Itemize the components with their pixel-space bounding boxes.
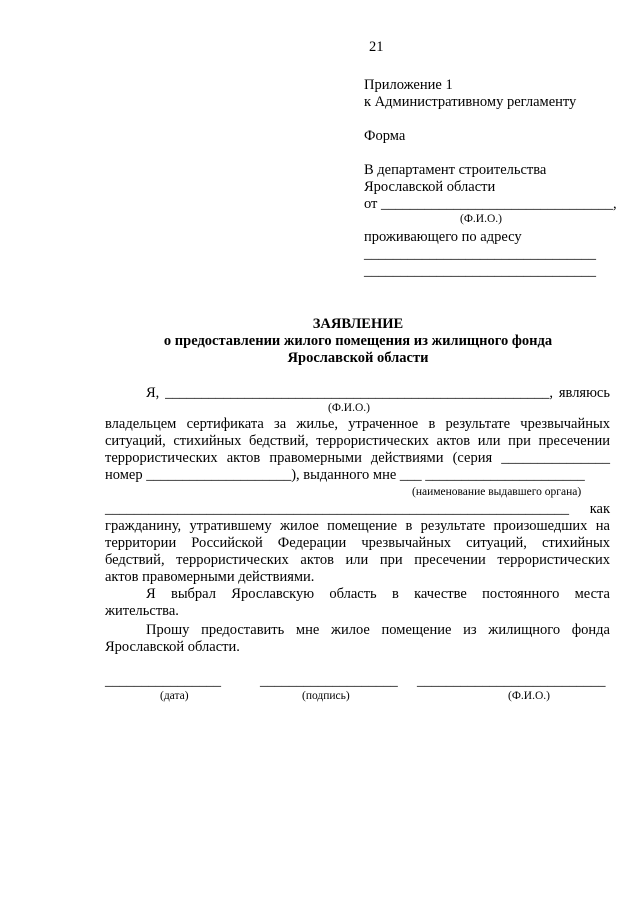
signature-field: ___________________ bbox=[260, 673, 398, 689]
document-subtitle-2: Ярославской области bbox=[287, 350, 429, 366]
applicant-fio-line: Я, _____________________________________________________, являюсь bbox=[146, 385, 610, 401]
date-caption: (дата) bbox=[160, 690, 189, 702]
recipient-line-1: В департамент строительства bbox=[364, 162, 547, 178]
appendix-label: Приложение 1 bbox=[364, 77, 453, 93]
from-fio-field: от ________________________________, bbox=[364, 196, 617, 212]
issuer-field-line: ________________________________________________________________ как bbox=[105, 501, 610, 517]
body-line-8: территории Российской Федерации чрезвычайных ситуаций, стихийных bbox=[105, 535, 610, 551]
recipient-line-2: Ярославской области bbox=[364, 179, 496, 195]
signature-caption: (подпись) bbox=[302, 690, 350, 702]
address-label: проживающего по адресу bbox=[364, 229, 522, 245]
address-field-2: ________________________________ bbox=[364, 263, 596, 279]
certificate-number-line: номер ____________________), выданного мне ___ ______________________ bbox=[105, 467, 585, 483]
body-line-12: жительства. bbox=[105, 603, 179, 619]
form-label: Форма bbox=[364, 128, 406, 144]
from-fio-caption: (Ф.И.О.) bbox=[460, 213, 502, 225]
regulation-label: к Административному регламенту bbox=[364, 94, 577, 110]
document-title: ЗАЯВЛЕНИЕ bbox=[312, 316, 404, 332]
body-line-2: владельцем сертификата за жилье, утраченное в результате чрезвычайных bbox=[105, 416, 610, 432]
body-line-10: актов правомерными действиями. bbox=[105, 569, 315, 585]
page-number: 21 bbox=[369, 39, 384, 55]
document-subtitle-1: о предоставлении жилого помещения из жилищного фонда bbox=[163, 333, 553, 349]
body-line-11: Я выбрал Ярославскую область в качестве постоянного места bbox=[146, 586, 610, 602]
address-field-1: ________________________________ bbox=[364, 246, 596, 262]
body-line-3: ситуаций, стихийных бедствий, террористических актов или при пресечении bbox=[105, 433, 610, 449]
body-line-7: гражданину, утратившему жилое помещение в результате произошедших на bbox=[105, 518, 610, 534]
body-line-4: террористических актов правомерными действиями (серия _______________ bbox=[105, 450, 610, 466]
applicant-fio-caption: (Ф.И.О.) bbox=[328, 402, 370, 414]
body-line-9: бедствий, террористических актов или при пресечении террористических bbox=[105, 552, 610, 568]
signature-fio-caption: (Ф.И.О.) bbox=[508, 690, 550, 702]
signature-fio-field: __________________________ bbox=[417, 673, 606, 689]
body-line-14: Ярославской области. bbox=[105, 639, 240, 655]
date-field: ________________ bbox=[105, 673, 221, 689]
body-line-13: Прошу предоставить мне жилое помещение из жилищного фонда bbox=[146, 622, 610, 638]
issuer-caption: (наименование выдавшего органа) bbox=[412, 486, 582, 498]
